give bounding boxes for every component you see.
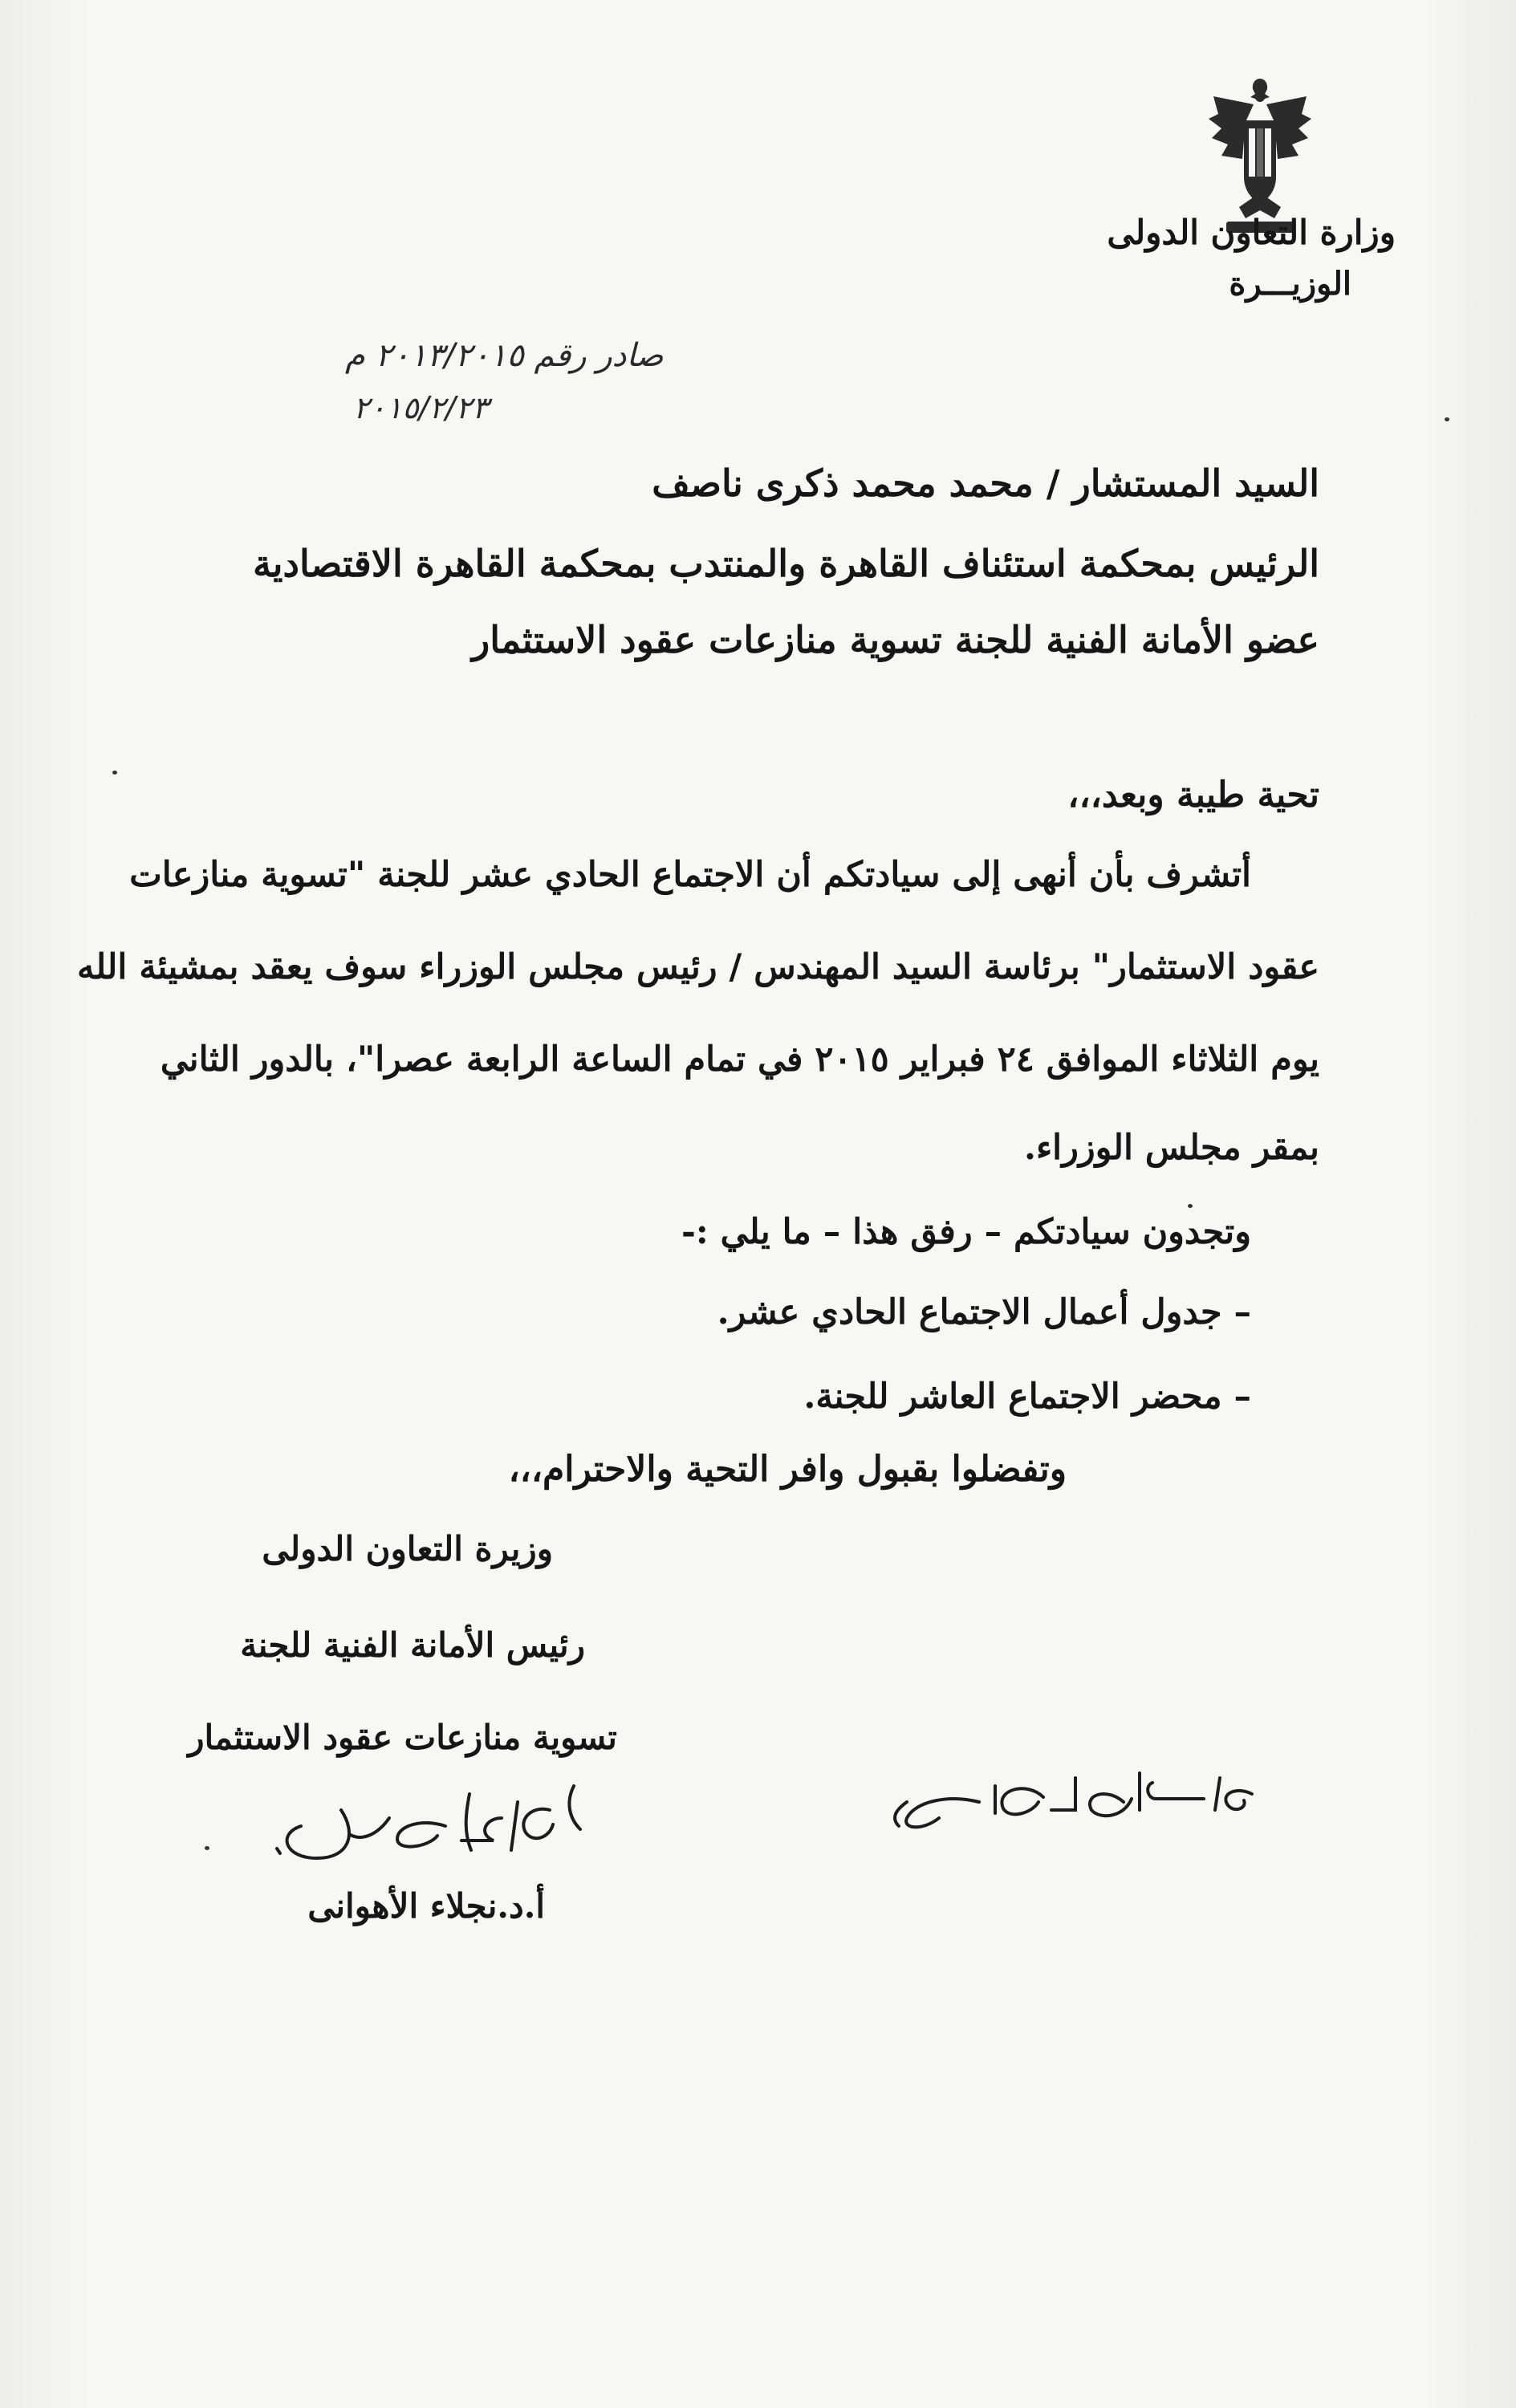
closing-line: وتفضلوا بقبول وافر التحية والاحترام،،، [508,1449,1067,1490]
greeting: تحية طيبة وبعد،،، [1067,775,1319,816]
body-line: أتشرف بأن أنهى إلى سيادتكم أن الاجتماع الحادي عشر للجنة "تسوية منازعات [129,855,1251,895]
signatory-title: رئيس الأمانة الفنية للجنة [240,1625,585,1665]
attachment-item: – جدول أعمال الاجتماع الحادي عشر. [717,1292,1251,1332]
issue-date: ٢٠١٥/٢/٢٣ [353,390,489,425]
body-line: وتجدون سيادتكم – رفق هذا – ما يلي :- [681,1212,1251,1252]
ministry-subtitle: الوزيـــرة [1229,265,1351,303]
handwritten-signature [229,1778,598,1866]
body-line: عقود الاستثمار" برئاسة السيد المهندس / رئيس مجلس الوزراء سوف يعقد بمشيئة الله [77,947,1319,987]
addressee-line: عضو الأمانة الفنية للجنة تسوية منازعات عقود الاستثمار [471,618,1319,661]
ministry-name: وزارة التعاون الدولى [1107,213,1396,252]
body-line: بمقر مجلس الوزراء. [1023,1128,1319,1168]
body-line: يوم الثلاثاء الموافق ٢٤ فبراير ٢٠١٥ في تمام الساعة الرابعة عصرا"، بالدور الثاني [160,1039,1319,1080]
handwritten-note [875,1762,1260,1834]
signatory-title: وزيرة التعاون الدولى [262,1529,553,1568]
issue-number: صادر رقم ٢٠١٣/٢٠١٥ م [345,337,664,374]
signatory-name: أ.د.نجلاء الأهوانى [307,1886,545,1926]
addressee-line: السيد المستشار / محمد محمد ذكرى ناصف [652,462,1319,505]
addressee-line: الرئيس بمحكمة استئناف القاهرة والمنتدب بمحكمة القاهرة الاقتصادية [253,542,1319,585]
attachment-item: – محضر الاجتماع العاشر للجنة. [803,1377,1251,1417]
signatory-title: تسوية منازعات عقود الاستثمار [188,1718,617,1757]
